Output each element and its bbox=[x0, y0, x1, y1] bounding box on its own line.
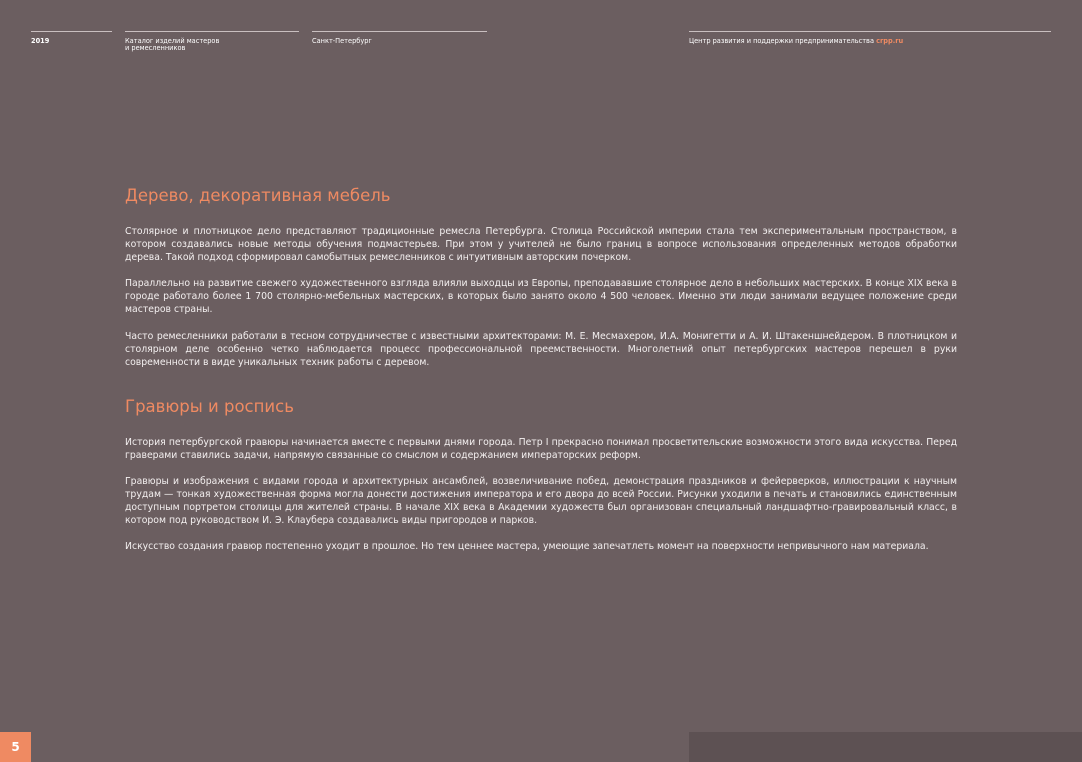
header-city bbox=[312, 31, 487, 45]
section-title-engraving: Гравюры и роспись bbox=[125, 396, 294, 416]
paragraph: Параллельно на развитие свежего художественного взгляда влияли выходцы из Европы, преподававшие столярное дело в небольших мастерских. В конце XIX века в городе работало более 1 700 столярно-мебельных мастерских, в которых было занято около 4 500 человек. Именно эти люди занимали ведущее положение среди мастеров страны. bbox=[125, 278, 957, 316]
section-wood bbox=[125, 186, 957, 369]
section-engraving bbox=[125, 397, 957, 554]
center-text: Центр развития и поддержки предпринимательства bbox=[689, 37, 877, 45]
section-title-wood: Дерево, декоративная мебель bbox=[125, 186, 391, 205]
header-year bbox=[31, 31, 112, 45]
main-content bbox=[125, 186, 957, 567]
paragraph: Часто ремесленники работали в тесном сотрудничестве с известными архитекторами: М. Е. Месмахером, И.А. Монигетти и А. И. Штакеншнейдером. В плотницком и столярном деле особенно четко наблюдается процесс профессиональной преемственности. Многолетний опыт петербургских мастеров перешел в руки современности в виде уникальных техник работы с деревом. bbox=[125, 330, 957, 368]
catalog-line-1: Каталог изделий мастеров bbox=[125, 37, 220, 45]
center-link[interactable]: crpp.ru bbox=[876, 37, 904, 45]
catalog-line-2: и ремесленников bbox=[125, 44, 186, 53]
page-number: 5 bbox=[0, 732, 31, 762]
header-center bbox=[689, 31, 1051, 45]
header-catalog bbox=[125, 31, 299, 53]
paragraph: История петербургской гравюры начинается вместе с первыми днями города. Петр I прекрасно понимал просветительские возможности этого вида искусства. Перед граверами ставились задачи, напрямую связанные со смыслом и содержанием императорских реформ. bbox=[125, 436, 957, 461]
paragraph: Столярное и плотницкое дело представляют традиционные ремесла Петербурга. Столица Российской империи стала тем экспериментальным пространством, в котором создавались новые методы обучения подмастерьев. При этом у учителей не было границ в вопросе использования определенных методов обработки дерева. Такой подход сформировал самобытных ремесленников с интуитивным авторским почерком. bbox=[125, 226, 957, 264]
year-text: 2019 bbox=[31, 37, 50, 45]
city-text: Санкт-Петербург bbox=[312, 37, 372, 45]
paragraph: Гравюры и изображения с видами города и архитектурных ансамблей, возвеличивание побед, демонстрация праздников и фейерверков, иллюстрации к научным трудам — тонкая художественная форма могла донести достижения императора и его двора до всей России. Рисунки уходили в печать и становились единственным доступным портретом столицы для жителей страны. В начале XIX века в Академии художеств был организован специальный ландшафтно-гравировальный класс, в котором под руководством И. Э. Клаубера создавались виды пригородов и парков. bbox=[125, 476, 957, 527]
footer-decor-block bbox=[689, 732, 1082, 762]
paragraph: Искусство создания гравюр постепенно уходит в прошлое. Но тем ценнее мастера, умеющие запечатлеть момент на поверхности непривычного нам материала. bbox=[125, 541, 929, 553]
